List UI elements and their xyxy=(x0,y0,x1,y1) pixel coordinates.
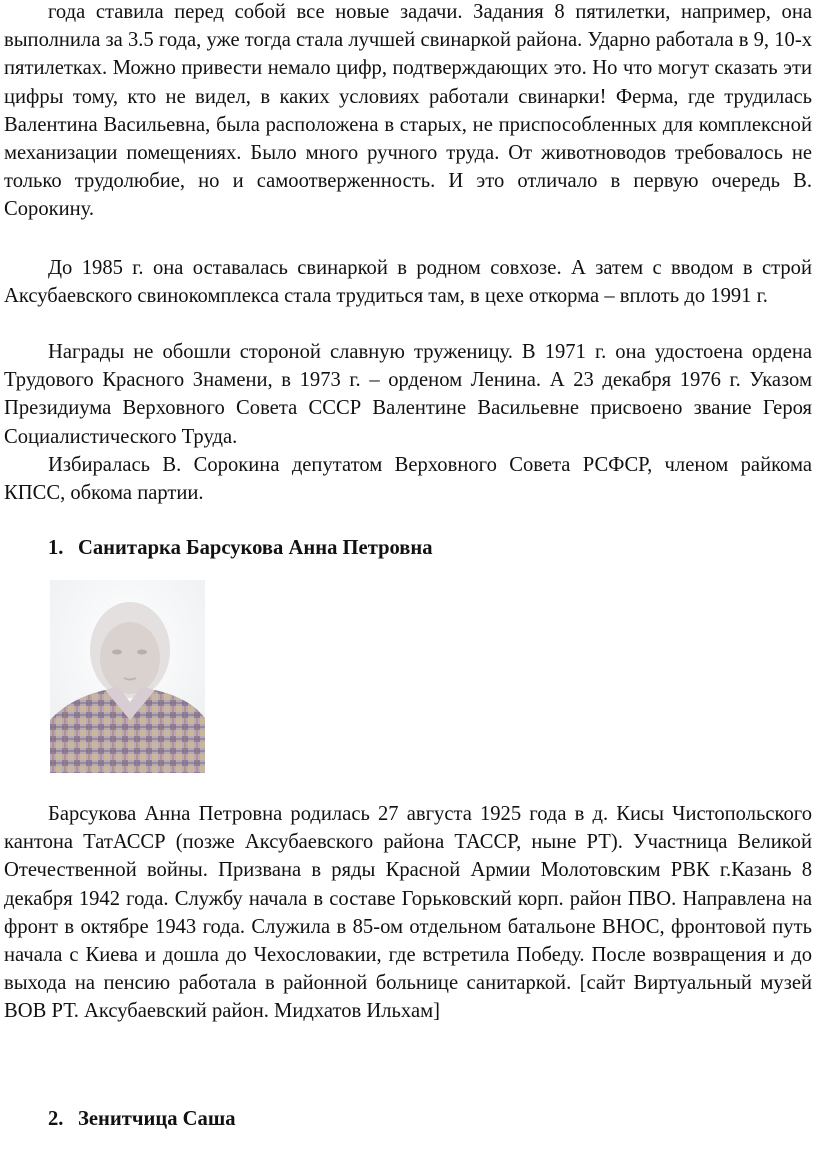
section-number: 1. xyxy=(48,537,64,559)
section-title: Зенитчица Саша xyxy=(78,1108,236,1130)
portrait-photo xyxy=(50,580,205,773)
paragraph: Барсукова Анна Петровна родилась 27 августа 1925 года в д. Кисы Чистопольского кантона ТатАССР (позже Аксубаевского района ТАССР, ныне РТ). Участница Великой Отечественной войны. Призвана в ряды Красной Армии Молотовским РВК г.Казань 8 декабря 1942 года. Службу начала в составе Горьковский корп. район ПВО. Направлена на фронт в октябре 1943 года. Служила в 85-ом отдельном батальоне ВНОС, фронтовой путь начала с Киева и дошла до Чехословакии, где встретила Победу. После возвращения и до выхода на пенсию работала в районной больнице санитаркой. [сайт Виртуальный музей ВОВ РТ. Аксубаевский район. Мидхатов Ильхам] xyxy=(4,803,812,1023)
paragraph: Награды не обошли стороной славную труженицу. В 1971 г. она удостоена ордена Трудового Красного Знамени, в 1973 г. – орденом Ленина. А 23 декабря 1976 г. Указом Президиума Верховного Совета СССР Валентине Васильевне присвоено звание Героя Социалистического Труда. xyxy=(4,341,812,448)
paragraph: года ставила перед собой все новые задачи. Задания 8 пятилетки, например, она выполнила за 3.5 года, уже тогда стала лучшей свинаркой района. Ударно работала в 9, 10-х пятилетках. Можно привести немало цифр, подтверждающих это. Но что могут сказать эти цифры тому, кто не видел, в каких условиях работали свинарки! Ферма, где трудилась Валентина Васильевна, была расположена в старых, не приспособленных для комплексной механизации помещениях. Было много ручного труда. От животноводов требовалось не только трудолюбие, но и самоотверженность. И это отличало в первую очередь В. Сорокину. xyxy=(4,1,812,221)
section-number: 2. xyxy=(48,1108,64,1130)
section-title: Санитарка Барсукова Анна Петровна xyxy=(78,537,433,559)
section-heading xyxy=(48,1105,236,1133)
section-heading xyxy=(48,534,433,562)
paragraph: До 1985 г. она оставалась свинаркой в родном совхозе. А затем с вводом в строй Аксубаевского свинокомплекса стала трудиться там, в цехе откорма – вплоть до 1991 г. xyxy=(4,257,812,308)
paragraph: Избиралась В. Сорокина депутатом Верховного Совета РСФСР, членом райкома КПСС, обкома партии. xyxy=(4,454,812,505)
